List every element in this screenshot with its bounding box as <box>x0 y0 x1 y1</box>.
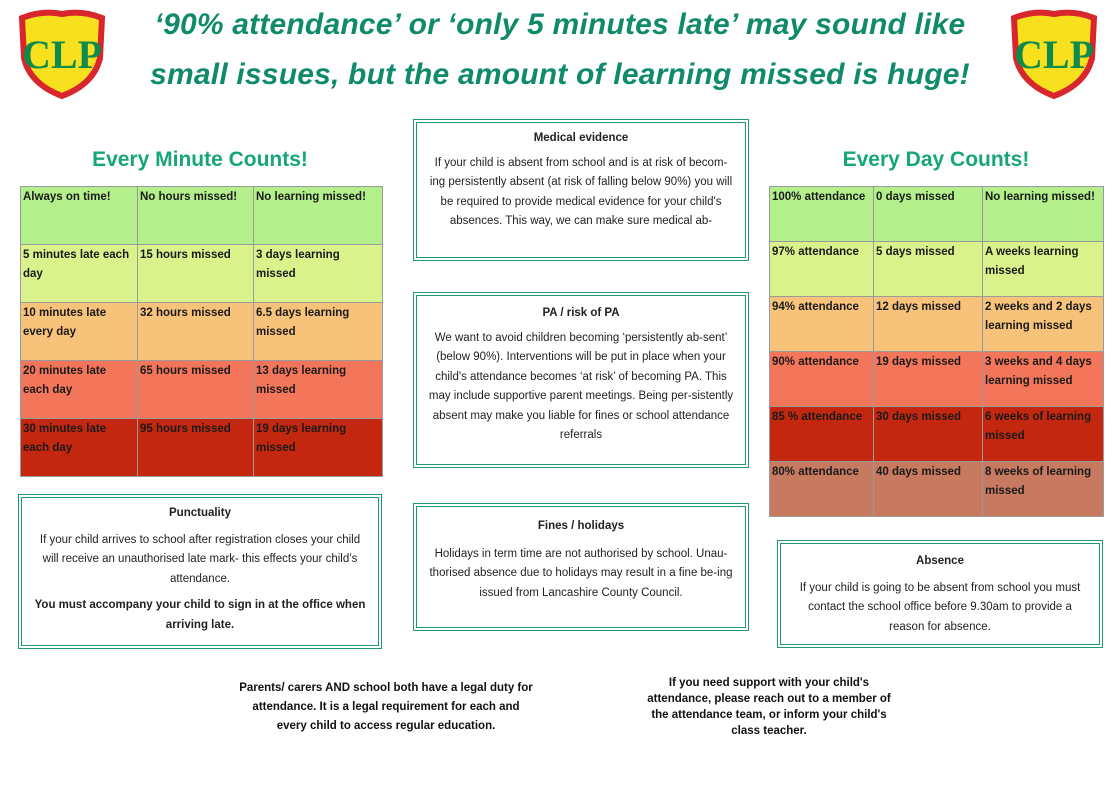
days-row-missed: 40 days missed <box>874 462 983 517</box>
minutes-row-hours: 95 hours missed <box>138 419 254 477</box>
absence-title: Absence <box>916 555 964 567</box>
fines-holidays-box <box>413 503 749 631</box>
days-row-learning: 2 weeks and 2 days learning missed <box>983 297 1104 352</box>
minutes-row-late: 30 minutes late each day <box>21 419 138 477</box>
fines-holidays-text: Holidays in term time are not authorised by school. Unau-thorised absence due to holidays may result in a fine be-ing issued from Lancashire County Council. <box>429 547 733 599</box>
days-row-missed: 5 days missed <box>874 242 983 297</box>
pa-risk-text: We want to avoid children becoming ‘persistently ab-sent’ (below 90%). Interventions will be put in place when your child's attendance becomes ‘at risk’ of becoming PA. This may include supportive parent meetings. Being per-sistently absent may make you liable for fines or school attendance referrals <box>428 331 734 441</box>
days-row-learning: 8 weeks of learning missed <box>983 462 1104 517</box>
days-row <box>770 352 1104 407</box>
minutes-row-hours: No hours missed! <box>138 187 254 245</box>
days-row <box>770 407 1104 462</box>
minutes-row-late: 10 minutes late every day <box>21 303 138 361</box>
minutes-row <box>21 419 383 477</box>
support-note: If you need support with your child's attendance, please reach out to a member of the attendance team, or inform your child's class teacher. <box>647 677 891 737</box>
days-row-missed: 0 days missed <box>874 187 983 242</box>
logo-lettering: CLP <box>1014 32 1094 77</box>
attendance-days-table <box>769 186 1104 517</box>
minutes-row-learning: 13 days learning missed <box>254 361 383 419</box>
days-row-attendance: 94% attendance <box>770 297 874 352</box>
days-row-missed: 30 days missed <box>874 407 983 462</box>
days-row-learning: 3 weeks and 4 days learning missed <box>983 352 1104 407</box>
days-row <box>770 462 1104 517</box>
days-row-attendance: 100% attendance <box>770 187 874 242</box>
days-row-attendance: 97% attendance <box>770 242 874 297</box>
absence-text: If your child is going to be absent from school you must contact the school office before 9.30am to provide a reason for absence. <box>799 581 1081 633</box>
logo-lettering: CLP <box>22 32 102 77</box>
minutes-row-late: 5 minutes late each day <box>21 245 138 303</box>
days-row <box>770 297 1104 352</box>
medical-evidence-text: If your child is absent from school and is at risk of becom-ing persistently absent (at risk of falling below 90%) you will be required to provide medical evidence for your child's absences. This way, we can make sure medical ab- <box>429 156 733 227</box>
every-minute-counts-title: Every Minute Counts! <box>92 148 308 171</box>
minutes-late-table <box>20 186 383 477</box>
punctuality-title: Punctuality <box>169 507 231 519</box>
headline-line-2: small issues, but the amount of learning missed is huge! <box>150 58 970 91</box>
days-row <box>770 187 1104 242</box>
minutes-row <box>21 245 383 303</box>
legal-duty-note: Parents/ carers AND school both have a legal duty for attendance. It is a legal requirement for each and every child to access regular education. <box>239 682 533 732</box>
days-row-missed: 12 days missed <box>874 297 983 352</box>
minutes-row-learning: 19 days learning missed <box>254 419 383 477</box>
days-row-attendance: 90% attendance <box>770 352 874 407</box>
pa-risk-box <box>413 292 749 468</box>
minutes-row <box>21 303 383 361</box>
minutes-row-hours: 15 hours missed <box>138 245 254 303</box>
days-row-attendance: 85 % attendance <box>770 407 874 462</box>
days-row-attendance: 80% attendance <box>770 462 874 517</box>
punctuality-requirement: You must accompany your child to sign in at the office when arriving late. <box>34 599 366 631</box>
punctuality-text: If your child arrives to school after registration closes your child will receive an unauthorised late mark- this effects your child’s attendance. <box>39 533 361 585</box>
days-row-learning: A weeks learning missed <box>983 242 1104 297</box>
medical-evidence-box <box>413 119 749 261</box>
pa-risk-title: PA / risk of PA <box>542 307 620 319</box>
minutes-row <box>21 187 383 245</box>
minutes-row-hours: 65 hours missed <box>138 361 254 419</box>
minutes-row <box>21 361 383 419</box>
minutes-row-hours: 32 hours missed <box>138 303 254 361</box>
minutes-row-learning: No learning missed! <box>254 187 383 245</box>
days-row <box>770 242 1104 297</box>
fines-holidays-title: Fines / holidays <box>537 520 625 532</box>
absence-box <box>777 540 1103 648</box>
school-crest-logo-right <box>1004 8 1104 100</box>
days-row-learning: 6 weeks of learning missed <box>983 407 1104 462</box>
days-row-learning: No learning missed! <box>983 187 1104 242</box>
medical-evidence-title: Medical evidence <box>533 132 629 144</box>
school-crest-logo-left <box>12 8 112 100</box>
days-row-missed: 19 days missed <box>874 352 983 407</box>
every-day-counts-title: Every Day Counts! <box>842 148 1030 171</box>
minutes-row-late: 20 minutes late each day <box>21 361 138 419</box>
minutes-row-learning: 6.5 days learning missed <box>254 303 383 361</box>
punctuality-box <box>18 494 382 649</box>
minutes-row-late: Always on time! <box>21 187 138 245</box>
minutes-row-learning: 3 days learning missed <box>254 245 383 303</box>
headline-line-1: ‘90% attendance’ or ‘only 5 minutes late’ may sound like <box>154 8 966 41</box>
